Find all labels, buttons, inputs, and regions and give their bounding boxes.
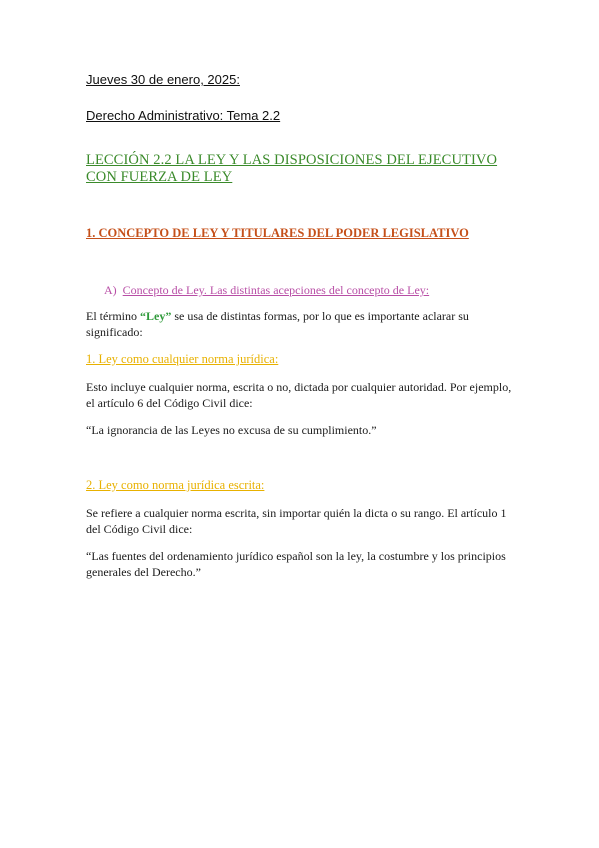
meaning1-text-line2: el artículo 6 del Código Civil dice:: [86, 396, 253, 410]
intro-paragraph-line2: significado:: [86, 325, 143, 339]
date-heading: Jueves 30 de enero, 2025:: [86, 72, 240, 87]
subject-heading: Derecho Administrativo: Tema 2.2: [86, 108, 281, 123]
meaning2-text-line1: Se refiere a cualquier norma escrita, sin importar quién la dicta o su rango. El artículo 1: [86, 506, 507, 520]
intro-text-before: El término: [86, 309, 140, 323]
intro-paragraph-line1: [86, 309, 469, 325]
subsection-title: Concepto de Ley. Las distintas acepciones del concepto de Ley:: [122, 283, 430, 297]
subsection-heading: [104, 283, 429, 298]
meaning2-quote-line2: generales del Derecho.”: [86, 565, 201, 579]
meaning2-text-line2: del Código Civil dice:: [86, 522, 193, 536]
meaning1-quote: “La ignorancia de las Leyes no excusa de su cumplimiento.”: [86, 423, 377, 437]
meaning2-quote-line1: “Las fuentes del ordenamiento jurídico español son la ley, la costumbre y los principios: [86, 549, 506, 563]
intro-text-after: se usa de distintas formas, por lo que es importante aclarar su: [171, 309, 469, 323]
lesson-title-line1: LECCIÓN 2.2 LA LEY Y LAS DISPOSICIONES DEL EJECUTIVO: [86, 152, 498, 168]
lesson-title-line2: CON FUERZA DE LEY: [86, 169, 233, 185]
meaning2-heading: 2. Ley como norma jurídica escrita:: [86, 478, 265, 492]
section-heading: 1. CONCEPTO DE LEY Y TITULARES DEL PODER LEGISLATIVO: [86, 226, 469, 240]
intro-term-ley: “Ley”: [140, 309, 172, 323]
meaning1-text-line1: Esto incluye cualquier norma, escrita o no, dictada por cualquier autoridad. Por ejemplo,: [86, 380, 512, 394]
meaning1-heading: 1. Ley como cualquier norma jurídica:: [86, 352, 279, 366]
subsection-marker: A): [104, 283, 117, 297]
